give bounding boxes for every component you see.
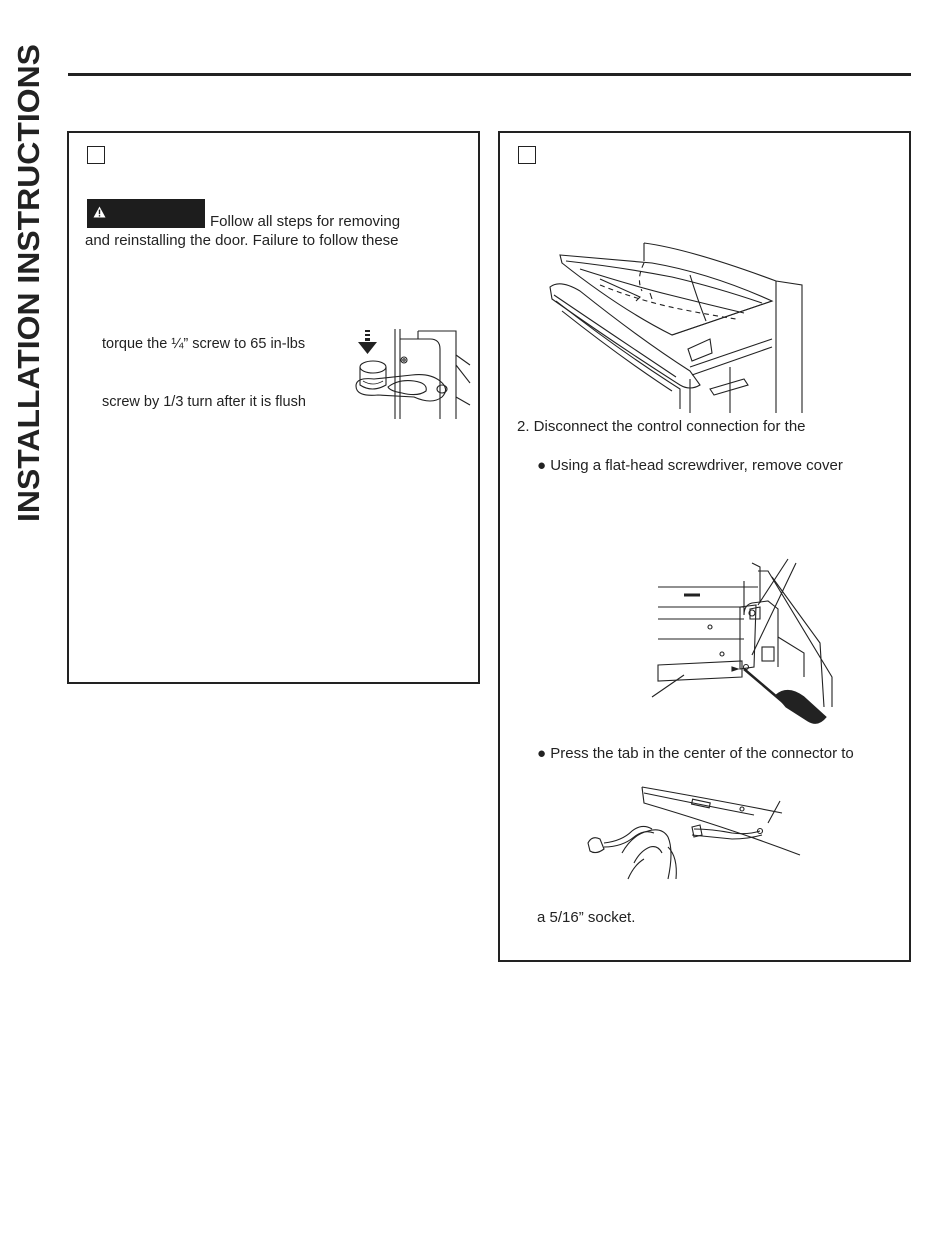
connector-release-illustration: [582, 783, 804, 883]
step-2-text: 2. Disconnect the control connection for the: [517, 418, 806, 435]
bullet-remove-cover: ● Using a flat-head screwdriver, remove cover: [537, 457, 843, 474]
torque-text: torque the ¼” screw to 65 in-lbs: [102, 336, 306, 352]
top-rule: [68, 73, 911, 76]
warning-badge: [87, 199, 205, 228]
checkbox-icon[interactable]: [87, 146, 105, 164]
warning-line-2: and reinstalling the door. Failure to follow these: [85, 232, 399, 249]
cover-removal-illustration: [648, 557, 836, 727]
bullet-press-tab: ● Press the tab in the center of the connector to: [537, 745, 854, 762]
warning-triangle-icon: [93, 206, 106, 218]
right-panel: [498, 131, 911, 962]
hinge-screw-illustration: [352, 325, 474, 421]
side-title-text: INSTALLATION INSTRUCTIONS: [12, 65, 46, 522]
side-title: [8, 40, 48, 530]
drawer-removal-illustration: [540, 239, 810, 417]
socket-text: a 5/16” socket.: [537, 909, 636, 926]
left-panel: [67, 131, 480, 684]
checkbox-icon[interactable]: [518, 146, 536, 164]
screw-text: screw by 1/3 turn after it is flush: [102, 394, 306, 410]
warning-lead-text: Follow all steps for removing: [210, 213, 401, 230]
